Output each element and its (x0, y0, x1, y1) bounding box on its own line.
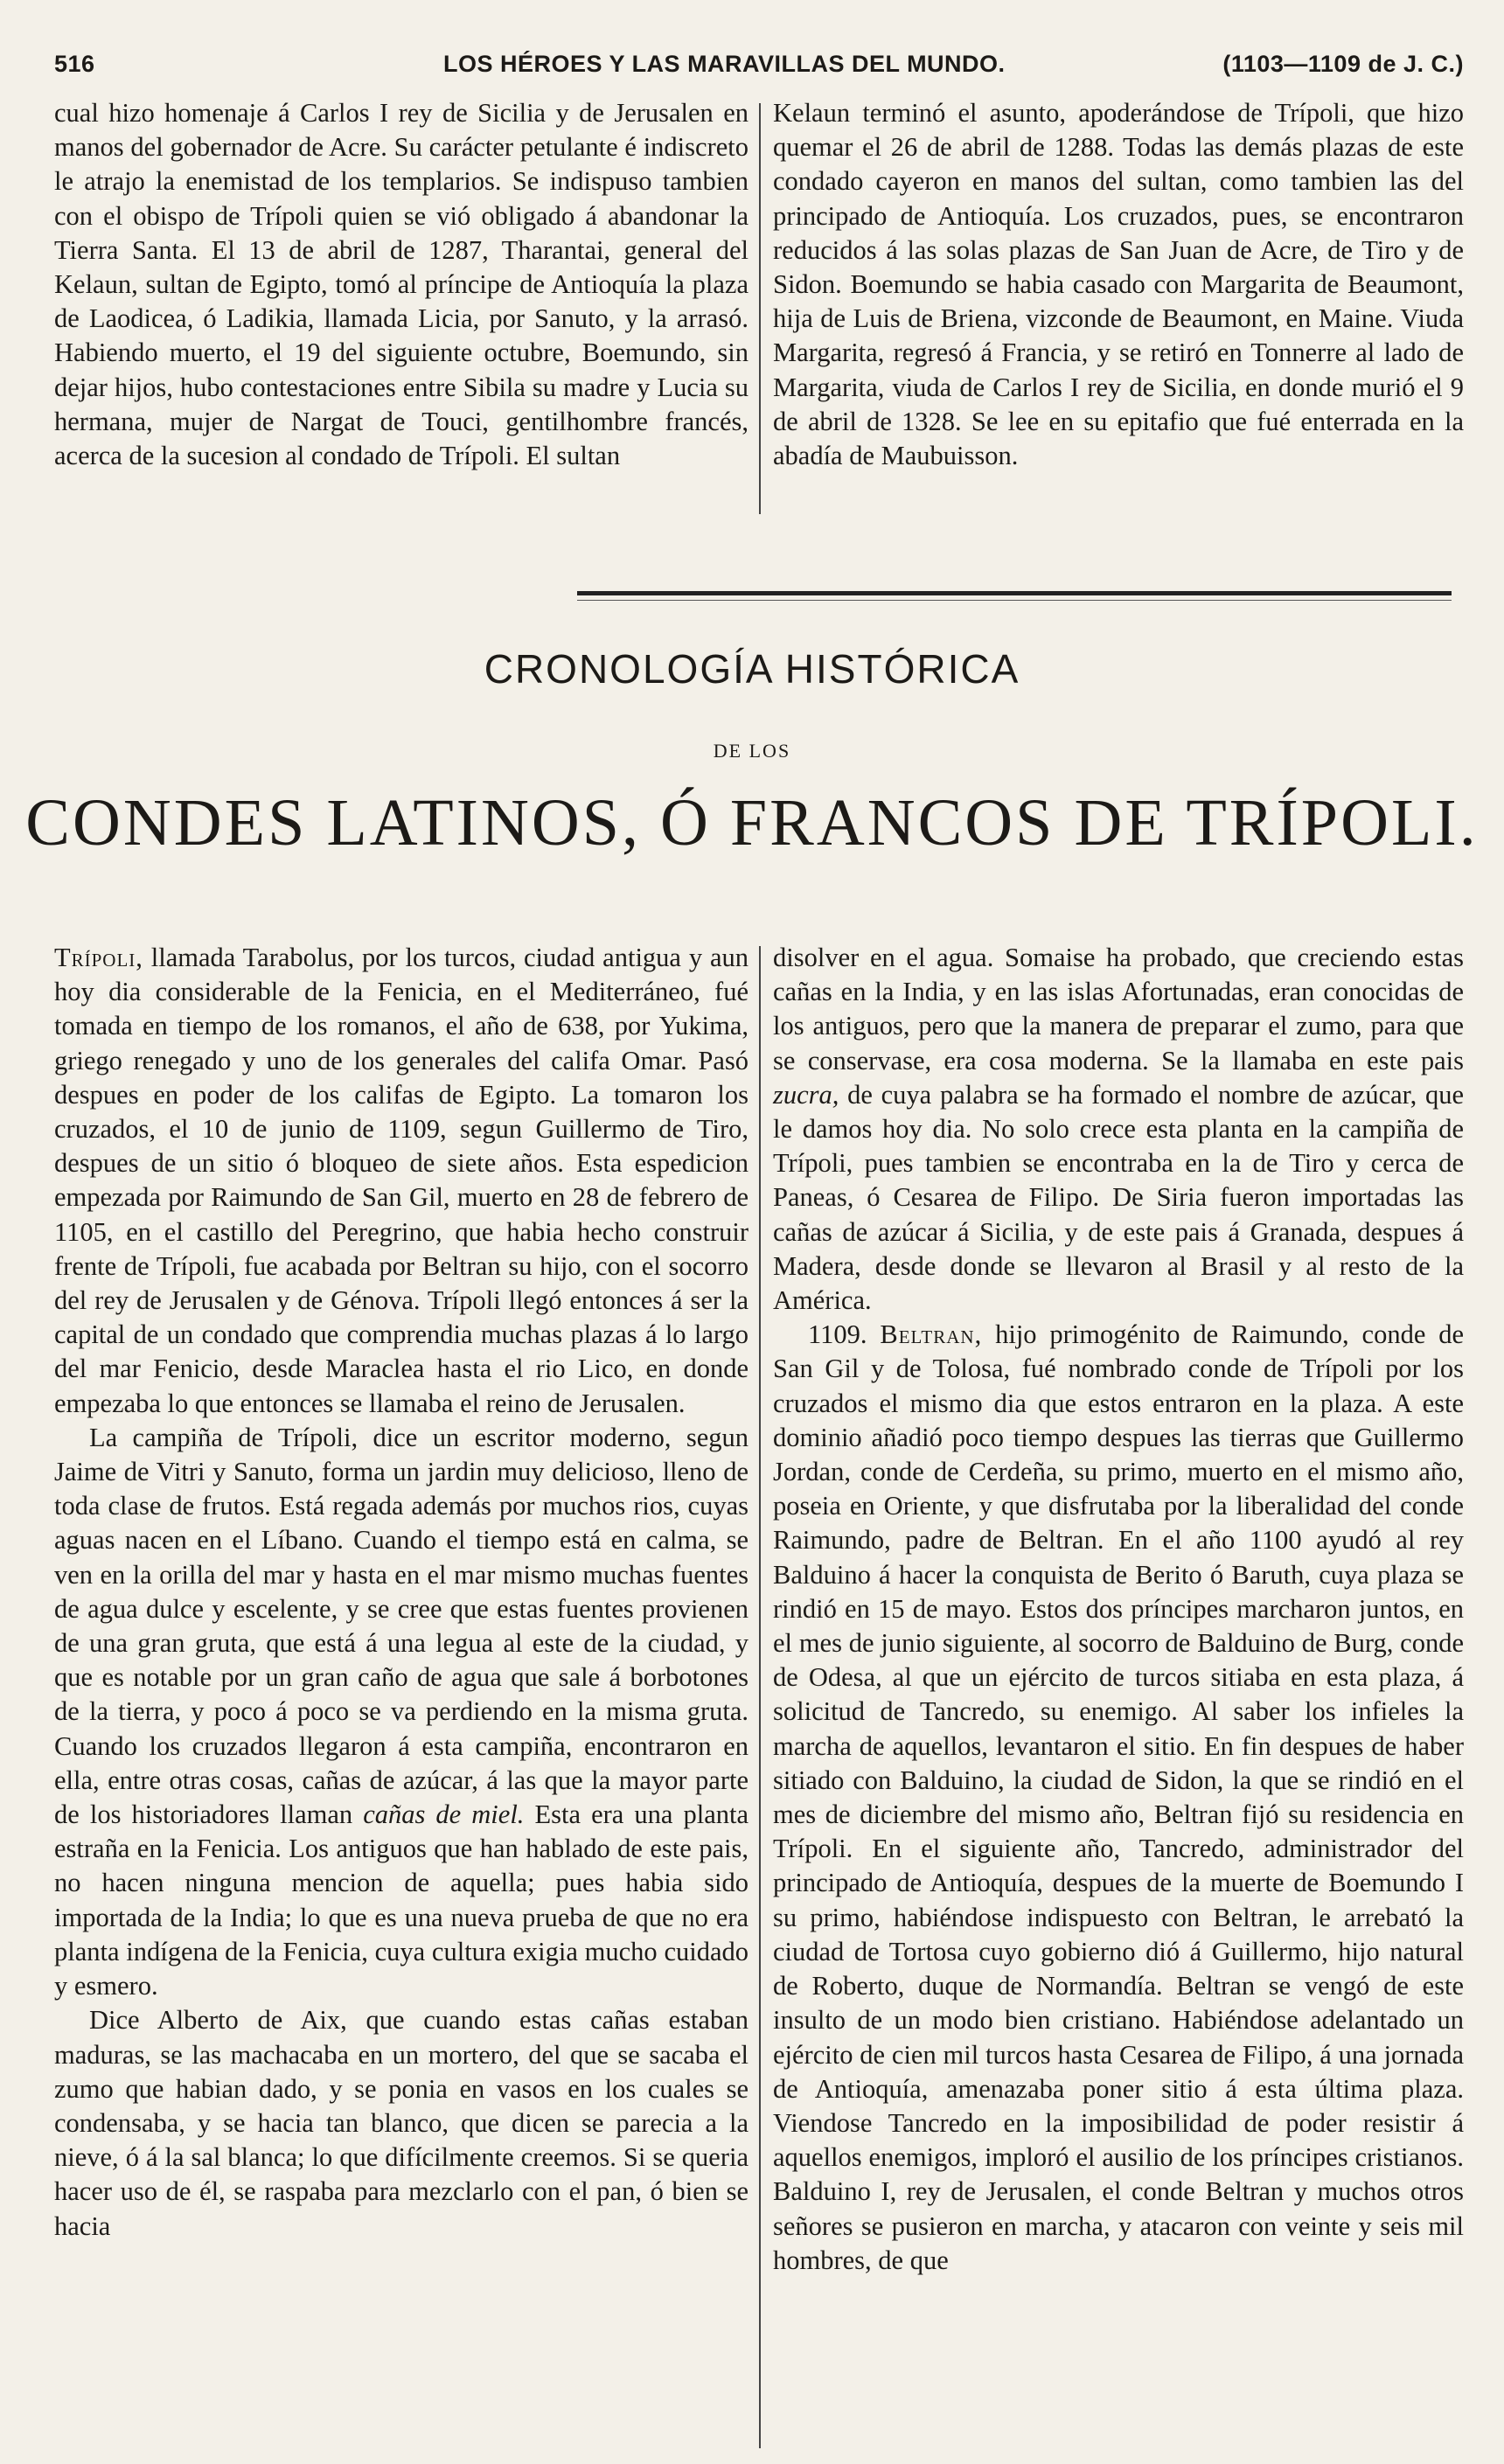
top-right-column (773, 96, 1464, 473)
top-left-column (54, 96, 749, 473)
section-rule-thick (577, 591, 1452, 595)
section-title-line1: CRONOLOGÍA HISTÓRICA (484, 646, 1020, 692)
top-left-text: cual hizo homenaje á Carlos I rey de Sicilia y de Jerusalen en manos del gobernador de Acre. Su carácter petulante é indiscreto le atrajo la enemistad de los templarios. Se indispuso tambien con el obispo de Trípoli quien se vió obligado á abandonar la Tierra Santa. El 13 de abril de 1287, Tharantai, general del Kelaun, sultan de Egipto, tomó al príncipe de Antioquía la plaza de Laodicea, ó Ladikia, llamada Licia, por Sanuto, y la arrasó. Habiendo muerto, el 19 del siguiente octubre, Boemundo, sin dejar hijos, hubo contestaciones entre Sibila su madre y Lucia su hermana, mujer de Nargat de Touci, gentilhombre francés, acerca de la sucesion al condado de Trípoli. El sultan (54, 98, 749, 471)
paragraph-beltran: 1109. Beltran, hijo primogénito de Raimundo, conde de San Gil y de Tolosa, fué nombrado conde de Trípoli por los cruzados el mismo dia que estos entraron en la plaza. A este dominio añadió poco tiempo despues las tierras que Guillermo Jordan, conde de Cerdeña, su primo, muerto en el mismo año, poseia en Oriente, y que disfrutaba por la liberalidad del conde Raimundo, padre de Beltran. En el año 1100 ayudó al rey Balduino á hacer la conquista de Berito ó Baruth, cuya plaza se rindió en 15 de mayo. Estos dos príncipes marcharon juntos, en el mes de junio siguiente, al socorro de Balduino de Burg, conde de Odesa, al que un ejército de turcos sitiaba en esta plaza, á solicitud de Tancredo, su enemigo. Al saber los infieles la marcha de aquellos, levantaron el sitio. En fin despues de haber sitiado con Balduino, la ciudad de Sidon, la que se rindió en el mes de diciembre del mismo año, Beltran fijó su residencia en Trípoli. En el siguiente año, Tancredo, administrador del principado de Antioquía, despues de la muerte de Boemundo I su primo, habiéndose indispuesto con Beltran, le arrebató la ciudad de Tortosa cuyo gobierno dió á Guillermo, hijo natural de Roberto, duque de Normandía. Beltran se vengó de este insulto de un modo bien cristiano. Habiéndose adelantado un ejército de cien mil turcos hasta Cesarea de Filipo, á una jornada de Antioquía, amenazaba poner sitio á esta última plaza. Viendose Tancredo en la imposibilidad de poder resistir á aquellos enemigos, imploró el ausilio de los príncipes cristianos. Balduino I, rey de Jerusalen, el conde Beltran y muchos otros señores se pusieron en marcha, y atacaron con veinte y seis mil hombres, de que (773, 1319, 1465, 2275)
lead-word: Trípoli, (54, 943, 143, 972)
section-title-line2: DE LOS (713, 740, 791, 762)
page-number: 516 (54, 51, 95, 77)
italic-phrase: cañas de miel. (363, 1799, 525, 1830)
header-dates: (1103—1109 de J. C.) (1222, 51, 1464, 77)
running-header (54, 51, 1464, 89)
entry-name: Beltran, (880, 1319, 983, 1350)
paragraph-tripoli: Trípoli, llamada Tarabolus, por los turcos, ciudad antigua y aun hoy dia considerable de la Fenicia, en el Mediterráneo, fué tomada en tiempo de los romanos, el año de 638, por Yukima, griego renegado y uno de los generales del califa Omar. Pasó despues en poder de los califas de Egipto. La tomaron los cruzados, el 10 de junio de 1109, segun Guillermo de Tiro, despues de un sitio ó bloqueo de siete años. Esta espedicion empezada por Raimundo de San Gil, muerto en 28 de febrero de 1105, en el castillo del Peregrino, que habia hecho construir frente de Trípoli, fue acabada por Beltran su hijo, con el socorro del rey de Jerusalen y de Génova. Trípoli llegó entonces á ser la capital de un condado que comprendia muchas plazas á lo largo del mar Fenicio, desde Maraclea hasta el rio Lico, en donde empezaba lo que entonces se llamaba el reino de Jerusalen. (54, 943, 749, 1418)
running-title: LOS HÉROES Y LAS MARAVILLAS DEL MUNDO. (443, 51, 1006, 77)
bottom-right-column (773, 941, 1464, 2278)
column-divider-bottom (759, 946, 761, 2448)
section-title-main: CONDES LATINOS, Ó FRANCOS DE TRÍPOLI. (25, 786, 1479, 860)
paragraph-somaise: disolver en el agua. Somaise ha probado, que creciendo estas cañas en la India, y en las islas Afortunadas, eran conocidas de los antiguos, pero que la manera de preparar el zumo, para que se conservase, era cosa moderna. Se la llamaba en este pais zucra, de cuya palabra se ha formado el nombre de azúcar, que le damos hoy dia. No solo crece esta planta en la campiña de Trípoli, pues tambien se encontraba en la de Tiro y cerca de Paneas, ó Cesarea de Filipo. De Siria fueron importadas las cañas de azúcar á Sicilia, y de este pais á Granada, despues á Madera, desde donde se llevaron al Brasil y al resto de la América. (773, 943, 1464, 1316)
section-rule-thin (577, 600, 1452, 601)
italic-word: zucra, (773, 1079, 839, 1110)
paragraph-alberto: Dice Alberto de Aix, que cuando estas cañas estaban maduras, se las machacaba en un mortero, del que se sacaba el zumo que habian dado, y se ponia en vasos en los cuales se condensaba, y se hacia tan blanco, que dicen se parecia a la nieve, ó á la sal blanca; lo que difícilmente creemos. Si se queria hacer uso de él, se raspaba para mezclarlo con el pan, ó bien se hacia (54, 2005, 749, 2241)
entry-year: 1109. (808, 1319, 867, 1350)
bottom-left-column (54, 941, 749, 2244)
paragraph-campina: La campiña de Trípoli, dice un escritor moderno, segun Jaime de Vitri y Sanuto, forma un jardin muy delicioso, lleno de toda clase de frutos. Está regada además por muchos rios, cuyas aguas nacen en el Líbano. Cuando el tiempo está en calma, se ven en la orilla del mar y hasta en el mar mismo muchas fuentes de agua dulce y escelente, y se cree que estas fuentes provienen de una gran gruta, que está á una legua al este de la ciudad, y que es notable por un gran caño de agua que sale á borbotones de la tierra, y poco á poco se va perdiendo en la misma gruta. Cuando los cruzados llegaron á esta campiña, encontraron en ella, entre otras cosas, cañas de azúcar, á las que la mayor parte de los historiadores llaman cañas de miel. Esta era una planta estraña en la Fenicia. Los antiguos que han hablado de este pais, no hacen ninguna mencion de aquella; pues habia sido importada de la India; lo que es una nueva prueba de que no era planta indígena de la Fenicia, cuya cultura exigia mucho cuidado y esmero. (54, 1422, 749, 2001)
top-right-text: Kelaun terminó el asunto, apoderándose de Trípoli, que hizo quemar el 26 de abril de 1288. Todas las demás plazas de este condado cayeron en manos del sultan, como tambien las del principado de Antioquía. Los cruzados, pues, se encontraron reducidos á las solas plazas de San Juan de Acre, de Tiro y de Sidon. Boemundo se habia casado con Margarita de Beaumont, hija de Luis de Briena, vizconde de Beaumont, en Maine. Viuda Margarita, regresó á Francia, y se retiró en Tonnerre al lado de Margarita, viuda de Carlos I rey de Sicilia, en donde murió el 9 de abril de 1328. Se lee en su epitafio que fué enterrada en la abadía de Maubuisson. (773, 98, 1464, 471)
column-divider-top (759, 103, 761, 514)
